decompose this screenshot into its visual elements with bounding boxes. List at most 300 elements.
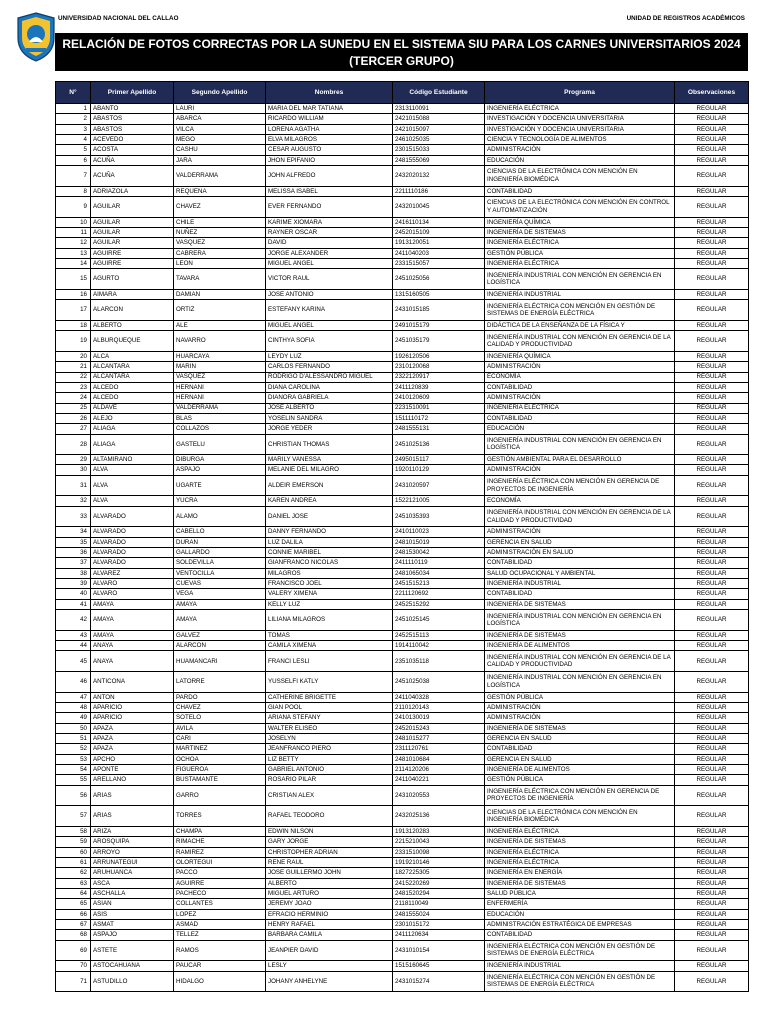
names-cell: MELISSA ISABEL: [266, 186, 393, 196]
second-surname-cell: PACHECO: [174, 888, 266, 898]
row-number-cell: 7: [56, 165, 91, 186]
first-surname-cell: ARIAS: [91, 785, 174, 806]
second-surname-cell: CHAVEZ: [174, 196, 266, 217]
first-surname-cell: ASIS: [91, 909, 174, 919]
names-cell: KARIME XIOMARA: [266, 217, 393, 227]
program-cell: INGENIERÍA ELÉCTRICA: [485, 403, 675, 413]
first-surname-cell: ARIAS: [91, 806, 174, 827]
table-row: [56, 672, 749, 693]
observation-cell: REGULAR: [675, 537, 749, 547]
names-cell: VICTOR RAUL: [266, 269, 393, 290]
observation-cell: REGULAR: [675, 744, 749, 754]
names-cell: CATHERINE BRIGETTE: [266, 692, 393, 702]
table-row: [56, 971, 749, 992]
program-cell: CONTABILIDAD: [485, 930, 675, 940]
first-surname-cell: ALIAGA: [91, 424, 174, 434]
table-row: [56, 579, 749, 589]
row-number-cell: 51: [56, 734, 91, 744]
observation-cell: REGULAR: [675, 806, 749, 827]
second-surname-cell: MEGO: [174, 134, 266, 144]
row-number-cell: 46: [56, 672, 91, 693]
first-surname-cell: ADRIAZOLA: [91, 186, 174, 196]
program-cell: INGENIERÍA INDUSTRIAL: [485, 961, 675, 971]
first-surname-cell: ALVARADO: [91, 558, 174, 568]
names-cell: RENE RAUL: [266, 857, 393, 867]
first-surname-cell: APCHO: [91, 754, 174, 764]
student-code-cell: 2452515292: [393, 599, 485, 609]
row-number-cell: 5: [56, 145, 91, 155]
second-surname-cell: BLAS: [174, 413, 266, 423]
second-surname-cell: FIGUEROA: [174, 765, 266, 775]
row-number-cell: 2: [56, 114, 91, 124]
program-cell: INVESTIGACIÓN Y DOCENCIA UNIVERSITARIA: [485, 114, 675, 124]
student-code-cell: 2481065034: [393, 568, 485, 578]
names-cell: KAREN ANDREA: [266, 496, 393, 506]
student-code-cell: 2215210043: [393, 837, 485, 847]
second-surname-cell: CHAVEZ: [174, 703, 266, 713]
first-surname-cell: ACUÑA: [91, 165, 174, 186]
row-number-cell: 34: [56, 527, 91, 537]
second-surname-cell: VALDERRAMA: [174, 403, 266, 413]
first-surname-cell: ABASTOS: [91, 114, 174, 124]
second-surname-cell: AMAYA: [174, 599, 266, 609]
names-cell: MELANIE DEL MILAGRO: [266, 465, 393, 475]
table-row: [56, 331, 749, 352]
program-cell: EDUCACIÓN: [485, 155, 675, 165]
observation-cell: REGULAR: [675, 785, 749, 806]
table-row: [56, 847, 749, 857]
observation-cell: REGULAR: [675, 134, 749, 144]
second-surname-cell: ORTIZ: [174, 300, 266, 321]
row-number-cell: 45: [56, 651, 91, 672]
names-cell: JOSE GUILLERMO JOHN: [266, 868, 393, 878]
table-row: [56, 888, 749, 898]
student-code-cell: 2481555069: [393, 155, 485, 165]
table-row: [56, 289, 749, 299]
observation-cell: REGULAR: [675, 289, 749, 299]
second-surname-cell: VENTOCILLA: [174, 568, 266, 578]
names-cell: JOSE ALBERTO: [266, 403, 393, 413]
program-cell: INGENIERÍA DE ALIMENTOS: [485, 765, 675, 775]
first-surname-cell: ALVA: [91, 465, 174, 475]
student-code-cell: 2481520294: [393, 888, 485, 898]
program-cell: CONTABILIDAD: [485, 186, 675, 196]
program-cell: SALUD PÚBLICA: [485, 888, 675, 898]
row-number-cell: 40: [56, 589, 91, 599]
observation-cell: REGULAR: [675, 320, 749, 330]
student-code-cell: 2431010154: [393, 940, 485, 961]
program-cell: GERENCIA EN SALUD: [485, 754, 675, 764]
table-row: [56, 599, 749, 609]
observation-cell: REGULAR: [675, 300, 749, 321]
program-cell: EDUCACIÓN: [485, 424, 675, 434]
observation-cell: REGULAR: [675, 258, 749, 268]
names-cell: ALDEIR EMERSON: [266, 475, 393, 496]
names-cell: CAMILA XIMENA: [266, 641, 393, 651]
table-row: [56, 899, 749, 909]
names-cell: LIZ BETTY: [266, 754, 393, 764]
first-surname-cell: ALIAGA: [91, 434, 174, 455]
first-surname-cell: ASPAJO: [91, 930, 174, 940]
program-cell: GERENCIA EN SALUD: [485, 537, 675, 547]
first-surname-cell: ALVA: [91, 475, 174, 496]
names-cell: DIANA CAROLINA: [266, 382, 393, 392]
table-row: [56, 548, 749, 558]
program-cell: INGENIERÍA DE SISTEMAS: [485, 723, 675, 733]
row-number-cell: 53: [56, 754, 91, 764]
program-cell: CONTABILIDAD: [485, 382, 675, 392]
observation-cell: REGULAR: [675, 713, 749, 723]
first-surname-cell: AMAYA: [91, 610, 174, 631]
table-row: [56, 196, 749, 217]
second-surname-cell: LEON: [174, 258, 266, 268]
table-row: [56, 300, 749, 321]
program-cell: ADMINISTRACIÓN: [485, 703, 675, 713]
second-surname-cell: PACCO: [174, 868, 266, 878]
observation-cell: REGULAR: [675, 465, 749, 475]
program-cell: INGENIERÍA ELÉCTRICA: [485, 258, 675, 268]
table-row: [56, 806, 749, 827]
second-surname-cell: OCHOA: [174, 754, 266, 764]
observation-cell: REGULAR: [675, 269, 749, 290]
second-surname-cell: CHILE: [174, 217, 266, 227]
table-row: [56, 610, 749, 631]
observation-cell: REGULAR: [675, 775, 749, 785]
student-code-cell: 2452015109: [393, 227, 485, 237]
row-number-cell: 1: [56, 104, 91, 114]
student-code-cell: 2411120634: [393, 930, 485, 940]
first-surname-cell: APAZA: [91, 734, 174, 744]
names-cell: YOSELIN SANDRA: [266, 413, 393, 423]
student-code-cell: 2231510091: [393, 403, 485, 413]
names-cell: EVER FERNANDO: [266, 196, 393, 217]
row-number-cell: 22: [56, 372, 91, 382]
table-row: [56, 868, 749, 878]
observation-cell: REGULAR: [675, 589, 749, 599]
observation-cell: REGULAR: [675, 165, 749, 186]
table-row: [56, 424, 749, 434]
second-surname-cell: YUCRA: [174, 496, 266, 506]
first-surname-cell: ACEVEDO: [91, 134, 174, 144]
table-header-row: [56, 82, 749, 104]
first-surname-cell: ALCANTARA: [91, 362, 174, 372]
program-cell: INGENIERÍA EN ENERGÍA: [485, 868, 675, 878]
column-header-second-surname: Segundo Apellido: [174, 82, 266, 104]
observation-cell: REGULAR: [675, 868, 749, 878]
program-cell: INGENIERÍA DE SISTEMAS: [485, 878, 675, 888]
second-surname-cell: TAVARA: [174, 269, 266, 290]
row-number-cell: 48: [56, 703, 91, 713]
program-cell: CONTABILIDAD: [485, 413, 675, 423]
first-surname-cell: ARIZA: [91, 826, 174, 836]
first-surname-cell: AGURTO: [91, 269, 174, 290]
table-row: [56, 703, 749, 713]
names-cell: DIANORA GABRIELA: [266, 393, 393, 403]
row-number-cell: 4: [56, 134, 91, 144]
table-row: [56, 837, 749, 847]
second-surname-cell: VILCA: [174, 124, 266, 134]
names-cell: LEYDY LUZ: [266, 351, 393, 361]
table-row: [56, 713, 749, 723]
table-row: [56, 537, 749, 547]
names-cell: LILIANA MILAGROS: [266, 610, 393, 631]
observation-cell: REGULAR: [675, 124, 749, 134]
first-surname-cell: ALVA: [91, 496, 174, 506]
second-surname-cell: PARDO: [174, 692, 266, 702]
student-code-cell: 2431020597: [393, 475, 485, 496]
student-code-cell: 2410110023: [393, 527, 485, 537]
student-code-cell: 1913120283: [393, 826, 485, 836]
second-surname-cell: PAUCAR: [174, 961, 266, 971]
names-cell: CHRISTOPHER ADRIAN: [266, 847, 393, 857]
student-code-cell: 2301015172: [393, 919, 485, 929]
table-row: [56, 258, 749, 268]
student-code-cell: 2481555131: [393, 424, 485, 434]
student-code-cell: 2410130019: [393, 713, 485, 723]
row-number-cell: 60: [56, 847, 91, 857]
names-cell: EFRACIO HERMINIO: [266, 909, 393, 919]
second-surname-cell: HUARCAYA: [174, 351, 266, 361]
observation-cell: REGULAR: [675, 692, 749, 702]
names-cell: JHON EPIFANIO: [266, 155, 393, 165]
names-cell: JOSELYN: [266, 734, 393, 744]
students-table: [55, 81, 749, 992]
second-surname-cell: VEGA: [174, 589, 266, 599]
student-code-cell: 2481015277: [393, 734, 485, 744]
table-row: [56, 630, 749, 640]
row-number-cell: 39: [56, 579, 91, 589]
row-number-cell: 44: [56, 641, 91, 651]
first-surname-cell: AGUIRRE: [91, 258, 174, 268]
program-cell: INGENIERÍA INDUSTRIAL CON MENCIÓN EN GERENCIA DE LA CALIDAD Y PRODUCTIVIDAD: [485, 506, 675, 527]
student-code-cell: 2451035179: [393, 331, 485, 352]
second-surname-cell: RAMIREZ: [174, 847, 266, 857]
program-cell: ADMINISTRACIÓN: [485, 465, 675, 475]
student-code-cell: 2415220269: [393, 878, 485, 888]
row-number-cell: 15: [56, 269, 91, 290]
observation-cell: REGULAR: [675, 145, 749, 155]
program-cell: INGENIERÍA ELÉCTRICA: [485, 238, 675, 248]
first-surname-cell: AROSQUIPA: [91, 837, 174, 847]
row-number-cell: 66: [56, 909, 91, 919]
names-cell: CINTHYA SOFIA: [266, 331, 393, 352]
second-surname-cell: SOLDEVILLA: [174, 558, 266, 568]
second-surname-cell: HERNANI: [174, 393, 266, 403]
table-row: [56, 238, 749, 248]
observation-cell: REGULAR: [675, 155, 749, 165]
first-surname-cell: ALVARADO: [91, 506, 174, 527]
second-surname-cell: DURAN: [174, 537, 266, 547]
second-surname-cell: CABELLO: [174, 527, 266, 537]
names-cell: CARLOS FERNANDO: [266, 362, 393, 372]
student-code-cell: 2114120206: [393, 765, 485, 775]
observation-cell: REGULAR: [675, 558, 749, 568]
program-cell: ADMINISTRACIÓN EN SALUD: [485, 548, 675, 558]
first-surname-cell: ANTON: [91, 692, 174, 702]
observation-cell: REGULAR: [675, 899, 749, 909]
observation-cell: REGULAR: [675, 455, 749, 465]
first-surname-cell: ASTUDILLO: [91, 971, 174, 992]
first-surname-cell: ARUHUANCA: [91, 868, 174, 878]
second-surname-cell: ABARCA: [174, 114, 266, 124]
names-cell: CHRISTIAN THOMAS: [266, 434, 393, 455]
program-cell: ADMINISTRACIÓN ESTRATÉGICA DE EMPRESAS: [485, 919, 675, 929]
row-number-cell: 67: [56, 919, 91, 929]
program-cell: CIENCIAS DE LA ELECTRÓNICA CON MENCIÓN EN INGENIERÍA BIOMÉDICA: [485, 806, 675, 827]
observation-cell: REGULAR: [675, 351, 749, 361]
names-cell: JEANPIER DAVID: [266, 940, 393, 961]
program-cell: INGENIERÍA ELÉCTRICA: [485, 104, 675, 114]
second-surname-cell: ALAMO: [174, 506, 266, 527]
first-surname-cell: ALTAMIRANO: [91, 455, 174, 465]
first-surname-cell: APARICIO: [91, 703, 174, 713]
table-row: [56, 155, 749, 165]
second-surname-cell: TORRES: [174, 806, 266, 827]
observation-cell: REGULAR: [675, 196, 749, 217]
observation-cell: REGULAR: [675, 403, 749, 413]
student-code-cell: 2331515057: [393, 258, 485, 268]
second-surname-cell: AVILA: [174, 723, 266, 733]
table-row: [56, 930, 749, 940]
observation-cell: REGULAR: [675, 217, 749, 227]
program-cell: GESTIÓN AMBIENTAL PARA EL DESARROLLO: [485, 455, 675, 465]
row-number-cell: 59: [56, 837, 91, 847]
table-row: [56, 826, 749, 836]
row-number-cell: 43: [56, 630, 91, 640]
table-row: [56, 382, 749, 392]
program-cell: INGENIERÍA INDUSTRIAL: [485, 289, 675, 299]
table-row: [56, 496, 749, 506]
table-row: [56, 393, 749, 403]
row-number-cell: 41: [56, 599, 91, 609]
names-cell: GIAN POOL: [266, 703, 393, 713]
student-code-cell: 2495015117: [393, 455, 485, 465]
first-surname-cell: AIMARA: [91, 289, 174, 299]
program-cell: INGENIERÍA DE ALIMENTOS: [485, 641, 675, 651]
second-surname-cell: VALDERRAMA: [174, 165, 266, 186]
university-name: UNIVERSIDAD NACIONAL DEL CALLAO: [58, 15, 179, 22]
observation-cell: REGULAR: [675, 826, 749, 836]
program-cell: ADMINISTRACIÓN: [485, 145, 675, 155]
program-cell: INGENIERÍA QUÍMICA: [485, 351, 675, 361]
second-surname-cell: MARIN: [174, 362, 266, 372]
second-surname-cell: CARI: [174, 734, 266, 744]
row-number-cell: 27: [56, 424, 91, 434]
first-surname-cell: ABASTOS: [91, 124, 174, 134]
names-cell: MIGUEL ARTURO: [266, 888, 393, 898]
second-surname-cell: GASTELU: [174, 434, 266, 455]
names-cell: ARIANA STEFANY: [266, 713, 393, 723]
student-code-cell: 2431020553: [393, 785, 485, 806]
second-surname-cell: VASQUEZ: [174, 238, 266, 248]
row-number-cell: 20: [56, 351, 91, 361]
observation-cell: REGULAR: [675, 641, 749, 651]
row-number-cell: 55: [56, 775, 91, 785]
first-surname-cell: ALCEDO: [91, 393, 174, 403]
row-number-cell: 8: [56, 186, 91, 196]
names-cell: ALBERTO: [266, 878, 393, 888]
observation-cell: REGULAR: [675, 114, 749, 124]
second-surname-cell: ALE: [174, 320, 266, 330]
observation-cell: REGULAR: [675, 734, 749, 744]
program-cell: INGENIERÍA DE SISTEMAS: [485, 837, 675, 847]
names-cell: ESTEFANY KARINA: [266, 300, 393, 321]
second-surname-cell: ALARCON: [174, 641, 266, 651]
observation-cell: REGULAR: [675, 919, 749, 929]
first-surname-cell: ARROYO: [91, 847, 174, 857]
row-number-cell: 9: [56, 196, 91, 217]
student-code-cell: 2411040203: [393, 248, 485, 258]
student-code-cell: 1515160645: [393, 961, 485, 971]
student-code-cell: 1827225305: [393, 868, 485, 878]
column-header-first-surname: Primer Apellido: [91, 82, 174, 104]
names-cell: GARY JORGE: [266, 837, 393, 847]
first-surname-cell: APARICIO: [91, 713, 174, 723]
second-surname-cell: CHAMPA: [174, 826, 266, 836]
observation-cell: REGULAR: [675, 930, 749, 940]
student-code-cell: 2451025136: [393, 434, 485, 455]
program-cell: EDUCACIÓN: [485, 909, 675, 919]
names-cell: ROSARIO PILAR: [266, 775, 393, 785]
table-row: [56, 723, 749, 733]
row-number-cell: 37: [56, 558, 91, 568]
observation-cell: REGULAR: [675, 672, 749, 693]
second-surname-cell: OLORTEGUI: [174, 857, 266, 867]
student-code-cell: 2481010684: [393, 754, 485, 764]
second-surname-cell: MARTINEZ: [174, 744, 266, 754]
names-cell: VALERY XIMENA: [266, 589, 393, 599]
row-number-cell: 52: [56, 744, 91, 754]
first-surname-cell: AGUILAR: [91, 217, 174, 227]
observation-cell: REGULAR: [675, 909, 749, 919]
student-code-cell: 2416110134: [393, 217, 485, 227]
row-number-cell: 33: [56, 506, 91, 527]
observation-cell: REGULAR: [675, 703, 749, 713]
table-row: [56, 765, 749, 775]
second-surname-cell: GALLARDO: [174, 548, 266, 558]
student-code-cell: 2421015097: [393, 124, 485, 134]
program-cell: INGENIERÍA INDUSTRIAL CON MENCIÓN EN GERENCIA EN LOGÍSTICA: [485, 269, 675, 290]
second-surname-cell: COLLAZOS: [174, 424, 266, 434]
table-row: [56, 744, 749, 754]
student-code-cell: 2431015185: [393, 300, 485, 321]
second-surname-cell: RIMACHE: [174, 837, 266, 847]
program-cell: INGENIERÍA DE SISTEMAS: [485, 630, 675, 640]
row-number-cell: 35: [56, 537, 91, 547]
second-surname-cell: CABRERA: [174, 248, 266, 258]
names-cell: BARBARA CAMILA: [266, 930, 393, 940]
observation-cell: REGULAR: [675, 424, 749, 434]
observation-cell: REGULAR: [675, 475, 749, 496]
observation-cell: REGULAR: [675, 238, 749, 248]
student-code-cell: 2452515113: [393, 630, 485, 640]
observation-cell: REGULAR: [675, 548, 749, 558]
second-surname-cell: HUAMANCARI: [174, 651, 266, 672]
first-surname-cell: AGUIRRE: [91, 248, 174, 258]
student-code-cell: 2491015179: [393, 320, 485, 330]
observation-cell: REGULAR: [675, 961, 749, 971]
row-number-cell: 32: [56, 496, 91, 506]
table-row: [56, 145, 749, 155]
table-row: [56, 857, 749, 867]
second-surname-cell: UGARTE: [174, 475, 266, 496]
program-cell: ECONOMÍA: [485, 496, 675, 506]
second-surname-cell: BUSTAMANTE: [174, 775, 266, 785]
second-surname-cell: SOTELO: [174, 713, 266, 723]
student-code-cell: 1913120051: [393, 238, 485, 248]
table-row: [56, 692, 749, 702]
table-row: [56, 165, 749, 186]
